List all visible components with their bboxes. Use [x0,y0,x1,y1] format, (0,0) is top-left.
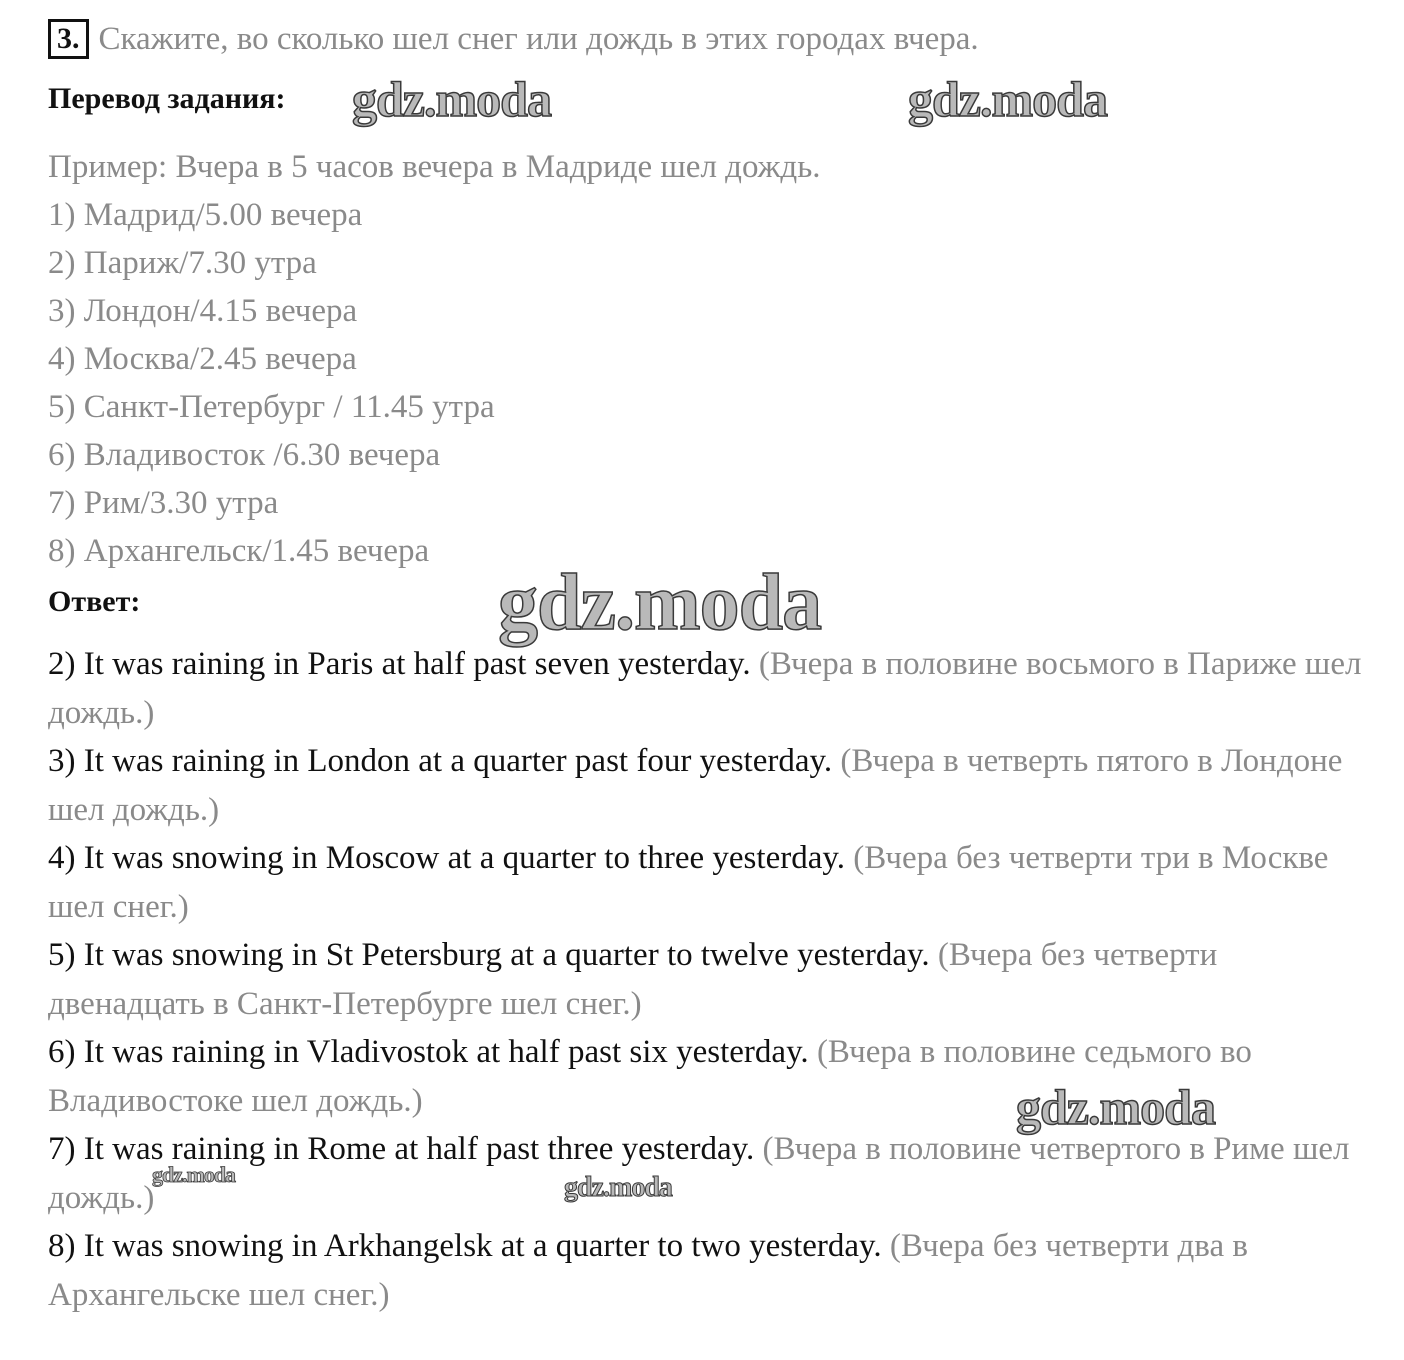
answer-english: 6) It was raining in Vladivostok at half past six yesterday. [48,1034,809,1070]
answer-item [48,1028,1368,1125]
answer-item [48,640,1368,737]
list-item: 1) Мадрид/5.00 вечера [48,197,363,233]
answer-item [48,834,1368,931]
answer-item [48,931,1368,1028]
answer-english: 5) It was snowing in St Petersburg at a quarter to twelve yesterday. [48,937,930,973]
list-item: 7) Рим/3.30 утра [48,485,279,521]
translation-list [48,143,821,575]
watermark: gdz.moda [498,559,822,647]
answer-translation: (Вчера в половине четвертого в Риме шел дождь.) [48,1131,1350,1216]
answer-item [48,737,1368,834]
list-item: 5) Санкт-Петербург / 11.45 утра [48,389,495,425]
answer-translation: (Вчера в четверть пятого в Лондоне шел дождь.) [48,743,1343,828]
answer-english: 3) It was raining in London at a quarter past four yesterday. [48,743,833,779]
example-line: Пример: Вчера в 5 часов вечера в Мадриде шел дождь. [48,149,821,185]
task-line [48,16,979,62]
watermark: gdz.moda [352,71,551,127]
answer-heading: Ответ: [48,585,141,618]
task-text: Скажите, во сколько шел снег или дождь в этих городах вчера. [98,20,979,57]
task-number: 3. [48,19,89,59]
answer-translation: (Вчера без четверти три в Москве шел снег.) [48,840,1329,925]
list-item: 2) Париж/7.30 утра [48,245,317,281]
answer-translation: (Вчера в половине восьмого в Париже шел дождь.) [48,646,1362,731]
answer-english: 7) It was raining in Rome at half past three yesterday. [48,1131,755,1167]
list-item: 4) Москва/2.45 вечера [48,341,357,377]
list-item: 3) Лондон/4.15 вечера [48,293,358,329]
answer-english: 8) It was snowing in Arkhangelsk at a quarter to two yesterday. [48,1228,882,1264]
watermark: gdz.moda [564,1172,672,1203]
answer-item [48,1125,1368,1222]
translation-heading: Перевод задания: [48,82,286,115]
answer-item [48,1222,1368,1319]
watermark: gdz.moda [152,1162,236,1187]
list-item: 6) Владивосток /6.30 вечера [48,437,441,473]
list-item: 8) Архангельск/1.45 вечера [48,533,430,569]
answer-translation: (Вчера без четверти двенадцать в Санкт-Петербурге шел снег.) [48,937,1218,1022]
watermark: gdz.moda [1016,1079,1215,1135]
answer-list [48,640,1368,1319]
answer-translation: (Вчера без четверти два в Архангельске шел снег.) [48,1228,1248,1313]
answer-english: 2) It was raining in Paris at half past seven yesterday. [48,646,751,682]
answer-english: 4) It was snowing in Moscow at a quarter to three yesterday. [48,840,845,876]
answer-translation: (Вчера в половине седьмого во Владивостоке шел дождь.) [48,1034,1252,1119]
watermark: gdz.moda [908,71,1107,127]
